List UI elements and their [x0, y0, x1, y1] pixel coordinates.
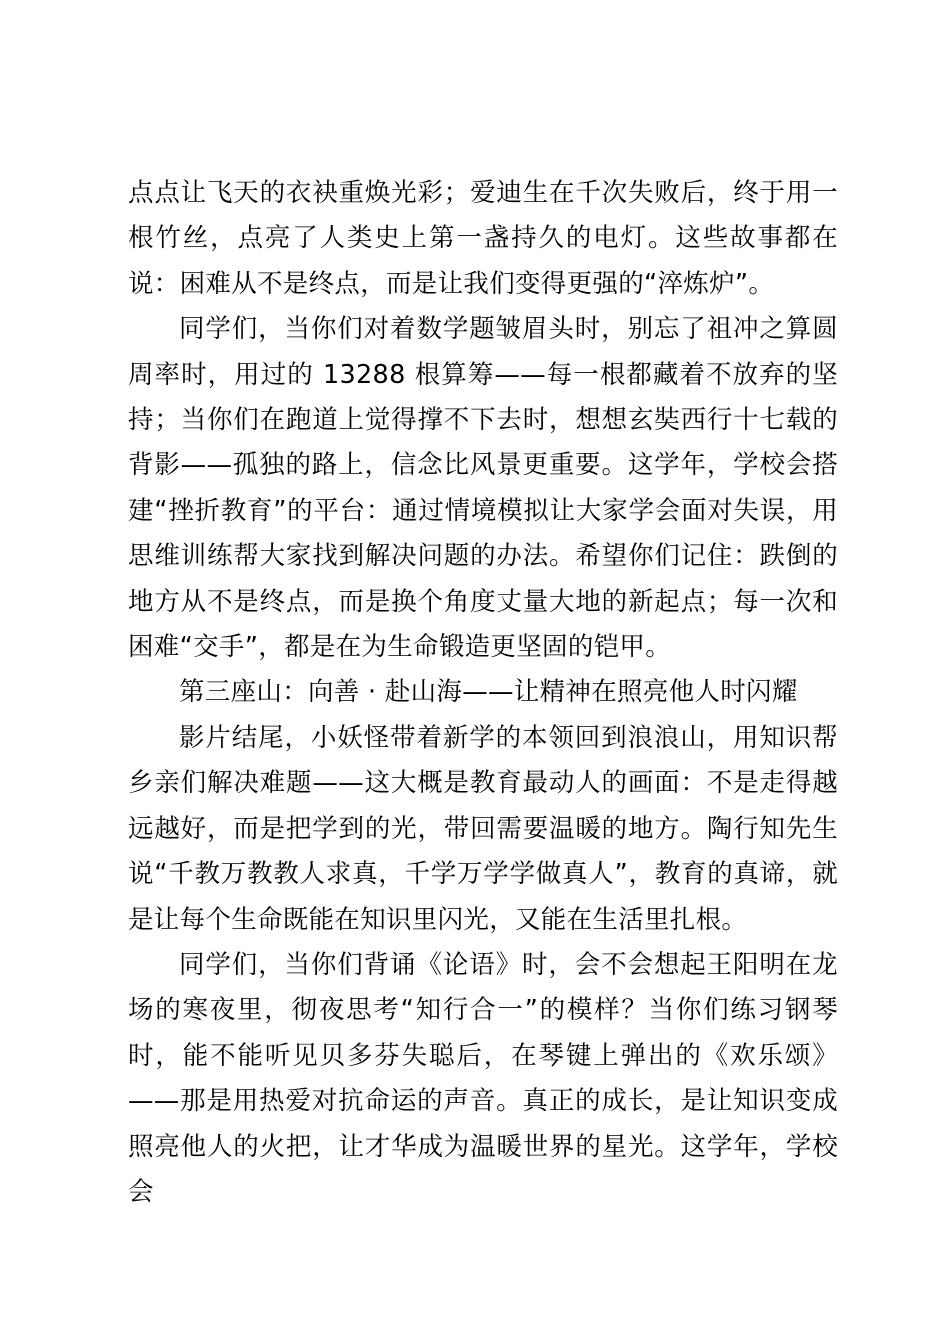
- paragraph-2: 同学们，当你们对着数学题皱眉头时，别忘了祖冲之算圆周率时，用过的 13288 根算筹——每一根都藏着不放弃的坚持；当你们在跑道上觉得撑不下去时，想想玄奘西行十七载的背影——孤独的路上，信念比风景更重要。这学年，学校会搭建“挫折教育”的平台：通过情境模拟让大家学会面对失误，用思维训练帮大家找到解决问题的办法。希望你们记住：跌倒的地方从不是终点，而是换个角度丈量大地的新起点；每一次和困难“交手”，都是在为生命锻造更坚固的铠甲。: [128, 314, 838, 663]
- paragraph-4: 同学们，当你们背诵《论语》时，会不会想起王阳明在龙场的寒夜里，彻夜思考“知行合一”的模样？当你们练习钢琴时，能不能听见贝多芬失聪后，在琴键上弹出的《欢乐颂》——那是用热爱对抗命运的声音。真正的成长，是让知识变成照亮他人的火把，让才华成为温暖世界的星光。这学年，学校会: [128, 949, 838, 1207]
- section-heading: 第三座山：向善 · 赴山海——让精神在照亮他人时闪耀: [179, 677, 798, 708]
- document-body: [128, 171, 838, 1215]
- paragraph-3: 影片结尾，小妖怪带着新学的本领回到浪浪山，用知识帮乡亲们解决难题——这大概是教育最动人的画面：不是走得越远越好，而是把学到的光，带回需要温暖的地方。陶行知先生说“千教万教教人求真，千学万学学做真人”，教育的真谛，就是让每个生命既能在知识里闪光，又能在生活里扎根。: [128, 722, 838, 935]
- paragraph-1: 点点让飞天的衣袂重焕光彩；爱迪生在千次失败后，终于用一根竹丝，点亮了人类史上第一盏持久的电灯。这些故事都在说：困难从不是终点，而是让我们变得更强的“淬炼炉”。: [128, 178, 838, 299]
